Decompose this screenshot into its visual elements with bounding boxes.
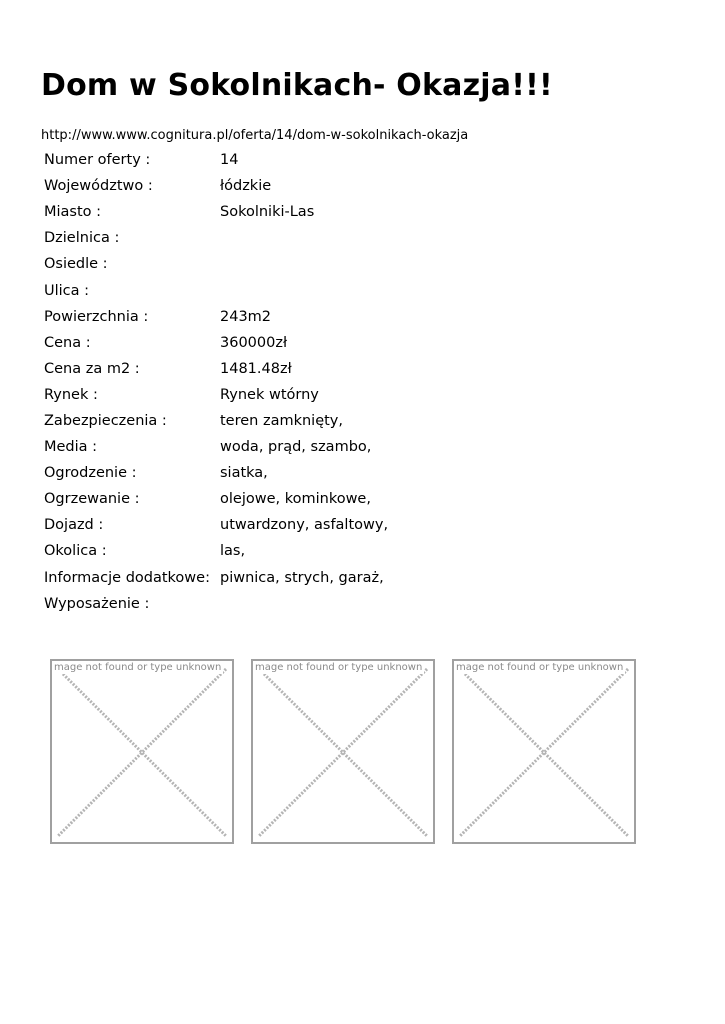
detail-value: siatka, (220, 465, 268, 482)
offer-details-body (44, 147, 388, 617)
broken-image-icon (454, 661, 634, 842)
detail-label: Ulica : (44, 282, 90, 299)
detail-row (44, 538, 388, 564)
detail-value: Rynek wtórny (220, 386, 319, 403)
photo-alt-text: mage not found or type unknown (456, 662, 624, 673)
detail-row (44, 486, 388, 512)
detail-label: Dzielnica : (44, 230, 120, 247)
detail-label: Ogrzewanie : (44, 491, 140, 508)
photo-placeholder-2 (251, 659, 435, 844)
detail-row (44, 512, 388, 538)
detail-value: woda, prąd, szambo, (220, 439, 372, 456)
detail-row (44, 304, 388, 330)
detail-label: Dojazd : (44, 517, 104, 534)
detail-label: Miasto : (44, 204, 102, 221)
detail-value (220, 251, 388, 277)
detail-row (44, 434, 388, 460)
detail-value: łódzkie (220, 178, 272, 195)
detail-row (44, 382, 388, 408)
detail-row (44, 330, 388, 356)
detail-row (44, 147, 388, 173)
detail-value: Sokolniki-Las (220, 204, 315, 221)
broken-image-icon (52, 661, 232, 842)
detail-row (44, 173, 388, 199)
detail-value (220, 277, 388, 303)
photo-placeholder-1 (50, 659, 234, 844)
detail-row (44, 356, 388, 382)
detail-value: 14 (220, 152, 239, 169)
photo-gallery (50, 659, 640, 845)
detail-value (220, 591, 388, 617)
detail-label: Zabezpieczenia : (44, 412, 167, 429)
detail-label: Powierzchnia : (44, 308, 149, 325)
detail-label: Cena : (44, 334, 91, 351)
detail-row (44, 277, 388, 303)
detail-value: 243m2 (220, 308, 272, 325)
detail-label: Media : (44, 439, 98, 456)
broken-image-icon (253, 661, 433, 842)
detail-row (44, 225, 388, 251)
detail-row (44, 565, 388, 591)
detail-value: utwardzony, asfaltowy, (220, 517, 389, 534)
detail-row (44, 460, 388, 486)
detail-value: olejowe, kominkowe, (220, 491, 371, 508)
detail-row (44, 591, 388, 617)
detail-label: Województwo : (44, 178, 153, 195)
detail-label: Ogrodzenie : (44, 465, 137, 482)
photo-placeholder-3 (452, 659, 636, 844)
detail-value: 1481.48zł (220, 360, 292, 377)
detail-value: piwnica, strych, garaż, (220, 569, 384, 586)
detail-row (44, 408, 388, 434)
photo-alt-text: mage not found or type unknown (255, 662, 423, 673)
detail-value: las, (220, 543, 246, 560)
detail-label: Cena za m2 : (44, 360, 140, 377)
offer-url[interactable]: http://www.www.cognitura.pl/oferta/14/dom-w-sokolnikach-okazja (41, 128, 469, 143)
detail-label: Wyposażenie : (44, 595, 150, 612)
offer-details-table (44, 147, 388, 617)
detail-label: Osiedle : (44, 256, 108, 273)
detail-row (44, 251, 388, 277)
detail-value: teren zamknięty, (220, 412, 344, 429)
detail-row (44, 199, 388, 225)
detail-label: Numer oferty : (44, 152, 151, 169)
detail-label: Informacje dodatkowe: (44, 569, 210, 586)
detail-value: 360000zł (220, 334, 288, 351)
page-title: Dom w Sokolnikach- Okazja!!! (41, 68, 553, 103)
detail-value (220, 225, 388, 251)
photo-alt-text: mage not found or type unknown (54, 662, 222, 673)
detail-label: Okolica : (44, 543, 107, 560)
detail-label: Rynek : (44, 386, 98, 403)
